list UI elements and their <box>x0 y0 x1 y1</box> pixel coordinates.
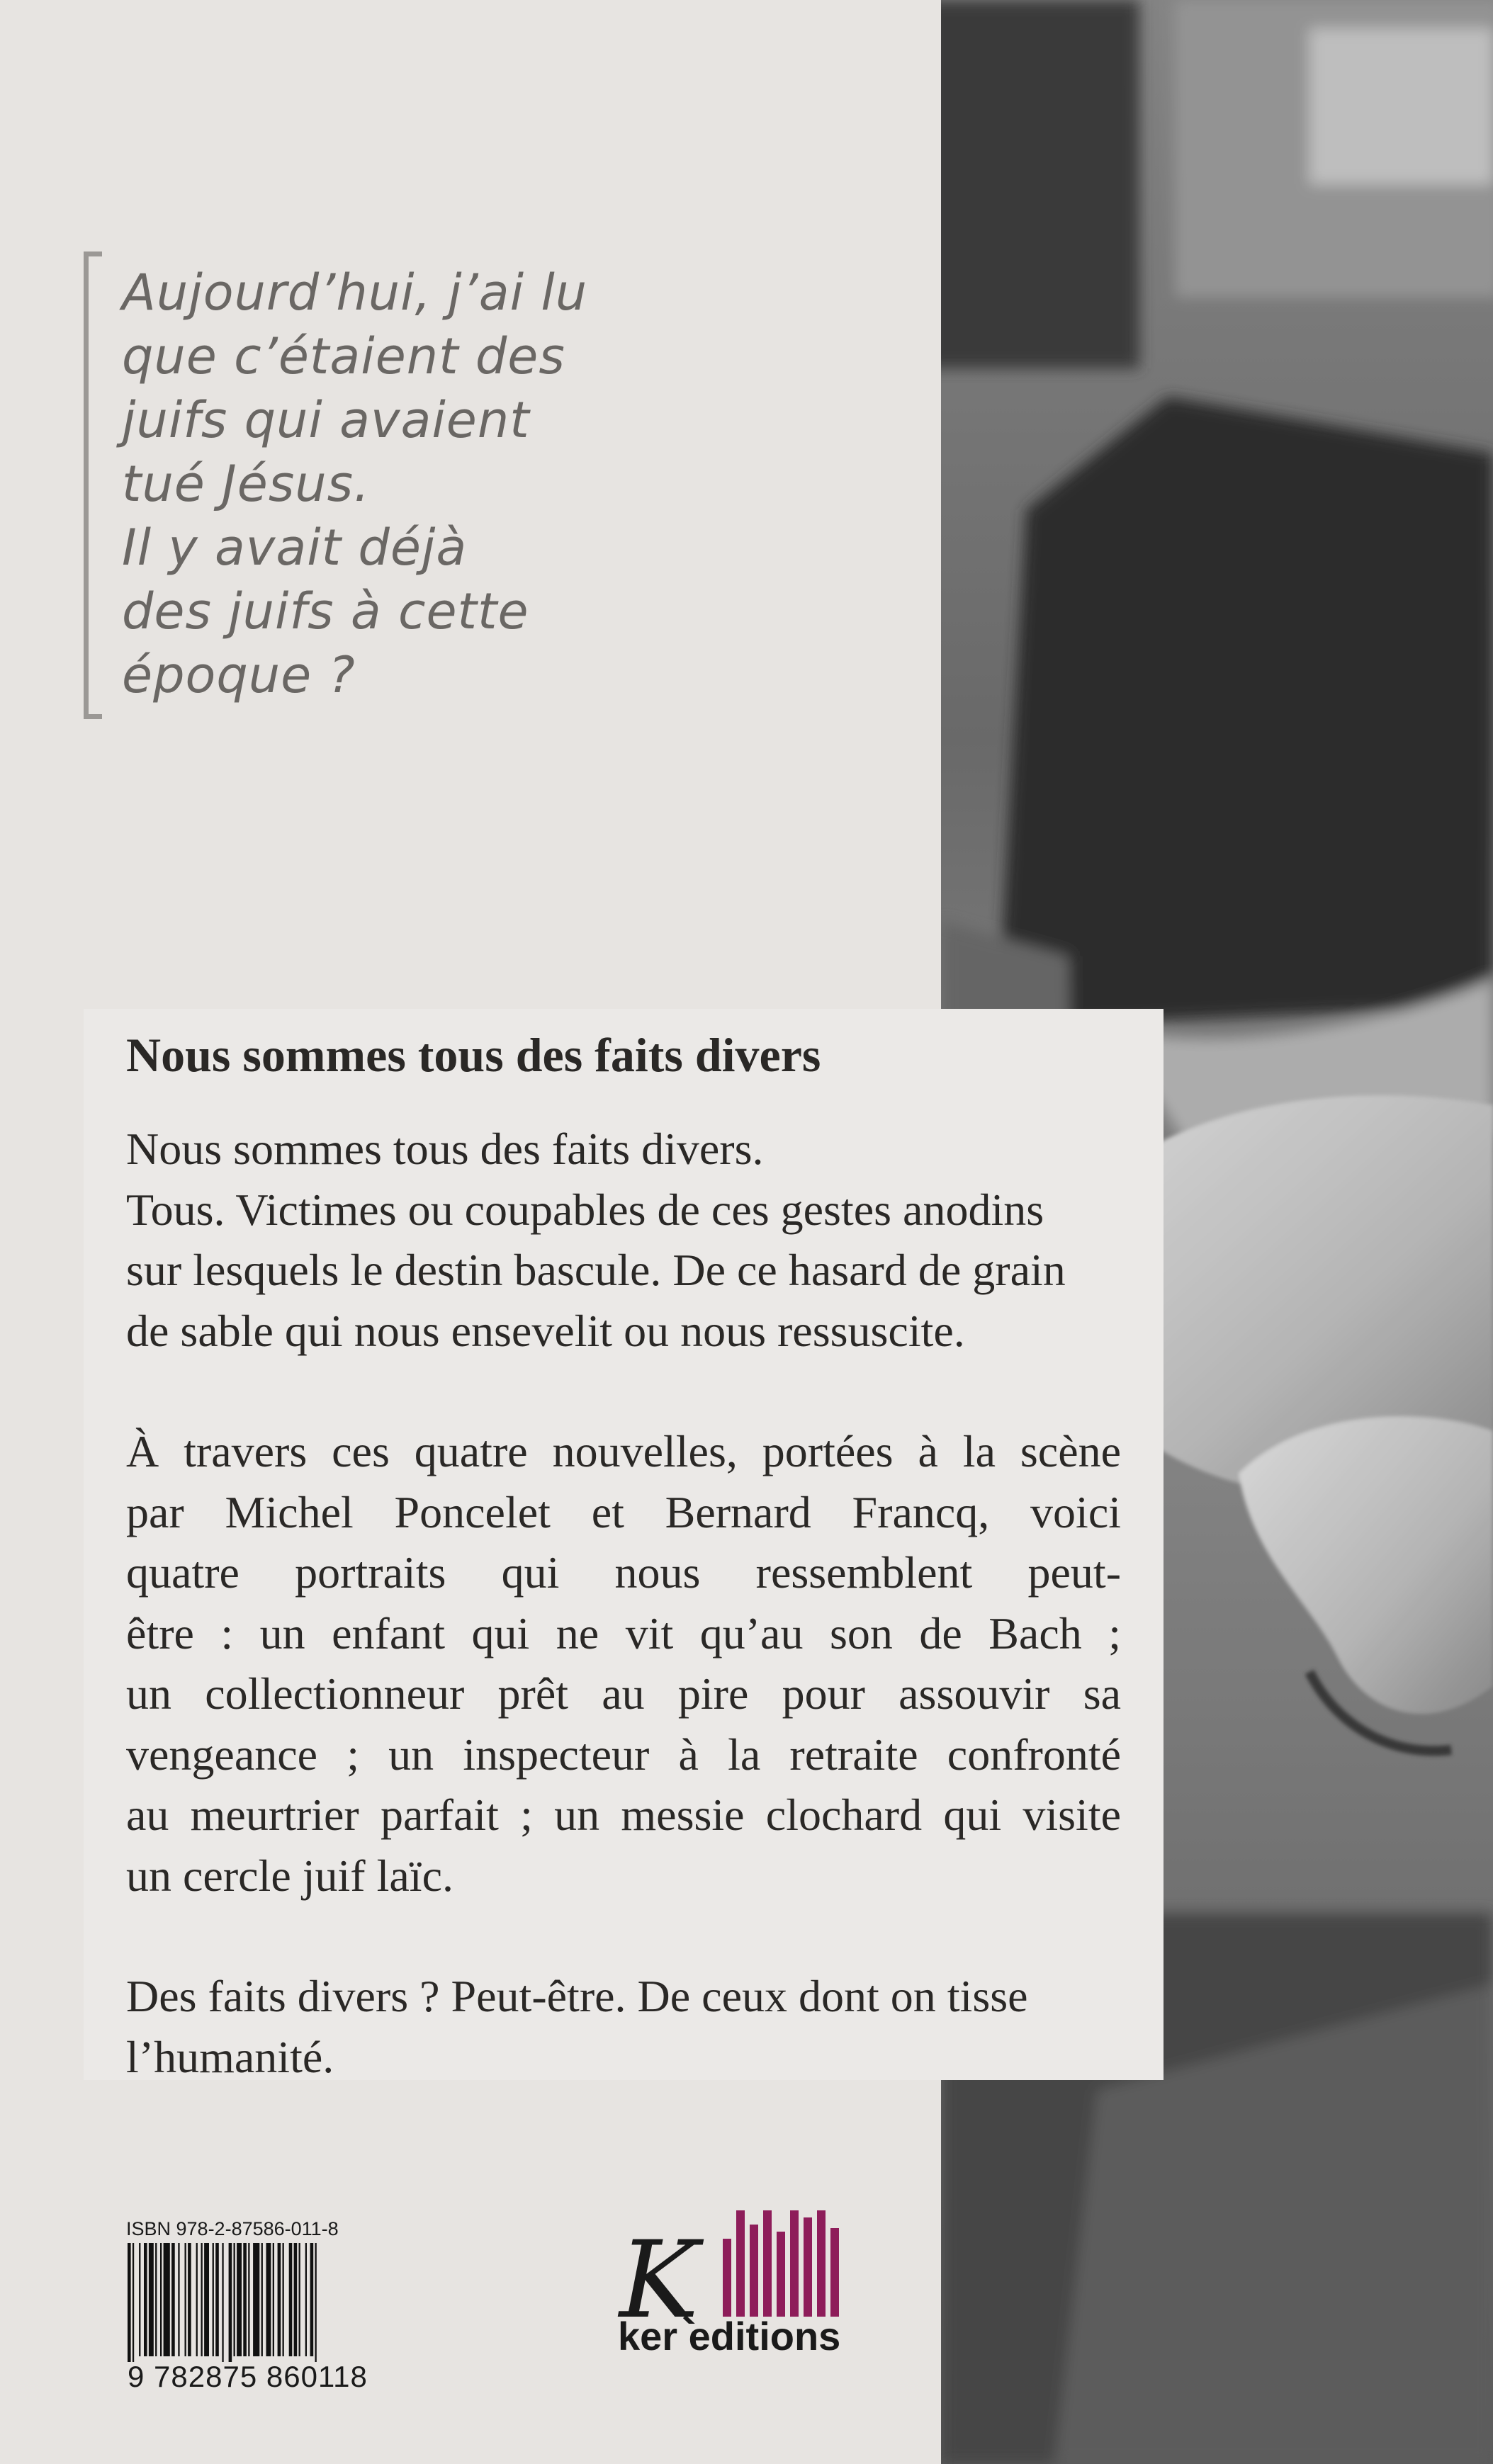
blurb-paragraph <box>126 1421 1121 1906</box>
logo-letter: K <box>619 2219 699 2324</box>
blurb-line: Tous. Victimes ou coupables de ces gestes anodins <box>126 1184 1044 1235</box>
barcode-bar <box>188 2243 191 2356</box>
barcode-bar <box>253 2243 259 2356</box>
blurb-panel <box>84 1009 1164 2080</box>
blurb-line: Nous sommes tous des faits divers. <box>126 1124 764 1174</box>
barcode-bar <box>201 2243 203 2356</box>
barcode-bar <box>315 2243 317 2362</box>
barcode-bar <box>294 2243 298 2356</box>
logo-bar <box>750 2225 758 2317</box>
barcode-bar <box>171 2243 175 2356</box>
quote-line: juifs qui avaient <box>122 391 530 449</box>
blurb-line: un cercle juif laïc. <box>126 1850 453 1901</box>
blurb-line: par Michel Poncelet et Bernard Francq, voici <box>126 1486 1121 1537</box>
blurb-line: quatre portraits qui nous ressemblent peut- <box>126 1547 1121 1598</box>
publisher-name: ker editions <box>618 2314 841 2358</box>
barcode-bar <box>310 2243 314 2356</box>
blurb-line: Des faits divers ? Peut-être. De ceux dont on tisse <box>126 1971 1028 2021</box>
isbn-barcode <box>126 2217 368 2398</box>
logo-bar <box>790 2210 799 2317</box>
blurb-line: l’humanité. <box>126 2031 334 2082</box>
barcode-bar <box>215 2243 219 2356</box>
blurb-line: À travers ces quatre nouvelles, portées à la scène <box>126 1426 1121 1476</box>
pull-quote <box>122 261 618 707</box>
barcode-bar <box>229 2243 232 2362</box>
barcode-bar <box>278 2243 281 2356</box>
blurb-line: de sable qui nous ensevelit ou nous ressuscite. <box>126 1305 965 1356</box>
barcode-bar <box>185 2243 186 2356</box>
blurb-line: au meurtrier parfait ; un messie clochard qui visite <box>126 1790 1121 1840</box>
barcode-bar <box>273 2243 274 2356</box>
barcode-bar <box>139 2243 140 2356</box>
barcode-bar <box>164 2243 170 2356</box>
blurb-line: être : un enfant qui ne vit qu’au son de Bach ; <box>126 1607 1121 1658</box>
barcode-bar <box>144 2243 147 2356</box>
publisher-logo-mark <box>616 2210 861 2324</box>
barcode-bar <box>237 2243 242 2356</box>
blurb-line: vengeance ; un inspecteur à la retraite confronté <box>126 1729 1121 1780</box>
publisher-logo <box>616 2210 861 2359</box>
barcode-bar <box>160 2243 162 2356</box>
barcode-bar <box>261 2243 263 2356</box>
quote-line: des juifs à cette <box>122 582 529 640</box>
logo-bar <box>830 2228 839 2317</box>
quote-line: tué Jésus. <box>122 455 371 513</box>
logo-bar <box>763 2210 772 2317</box>
blurb-body <box>126 1119 1121 2087</box>
logo-bar <box>777 2232 785 2317</box>
isbn-label: ISBN 978-2-87586-011-8 <box>126 2218 339 2239</box>
barcode-bar <box>305 2243 307 2356</box>
quote-bracket <box>84 252 102 719</box>
barcode-bar <box>196 2243 198 2356</box>
barcode-bar <box>234 2243 235 2356</box>
blurb-line: un collectionneur prêt au pire pour assouvir sa <box>126 1668 1121 1719</box>
blurb-line: sur lesquels le destin bascule. De ce hasard de grain <box>126 1245 1066 1295</box>
barcode-bar <box>248 2243 249 2356</box>
barcode-bar <box>213 2243 214 2356</box>
barcode-bar <box>149 2243 154 2356</box>
panel-title: Nous sommes tous des faits divers <box>126 1028 821 1082</box>
quote-line: Aujourd’hui, j’ai lu <box>122 264 588 322</box>
logo-bar <box>736 2210 745 2317</box>
barcode-bar <box>289 2243 293 2356</box>
barcode-bar <box>222 2243 223 2362</box>
barcode-bar <box>299 2243 300 2356</box>
barcode-bar <box>178 2243 179 2356</box>
barcode-bar <box>243 2243 247 2356</box>
barcode-digits: 9 782875 860118 <box>128 2360 368 2393</box>
barcode-bars <box>126 2243 368 2363</box>
logo-bar <box>804 2217 812 2317</box>
logo-bar <box>817 2210 826 2317</box>
barcode-bar <box>283 2243 284 2356</box>
barcode-bar <box>133 2243 134 2362</box>
barcode-bar <box>204 2243 209 2356</box>
blurb-paragraph <box>126 1966 1121 2087</box>
quote-line: Il y avait déjà <box>122 519 468 577</box>
quote-line: époque ? <box>122 646 356 704</box>
barcode-bar <box>266 2243 271 2356</box>
barcode-bar <box>155 2243 157 2356</box>
logo-bar <box>723 2239 731 2317</box>
blurb-paragraph <box>126 1119 1121 1361</box>
quote-line: que c’étaient des <box>122 327 565 385</box>
barcode-bar <box>128 2243 131 2362</box>
